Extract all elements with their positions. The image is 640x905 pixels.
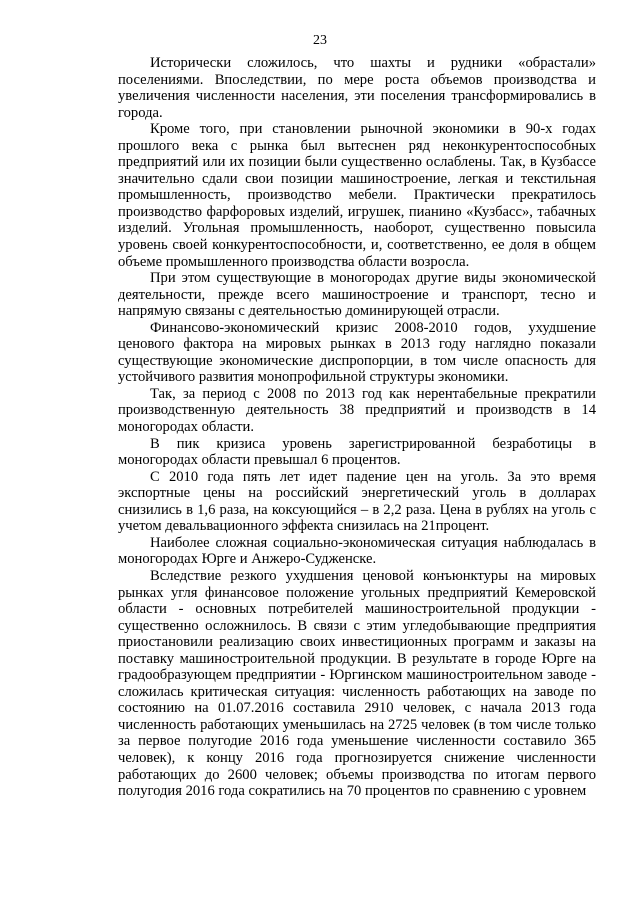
paragraph: С 2010 года пять лет идет падение цен на уголь. За это время экспортные цены на российский энергетический уголь в долларах снизились в 1,6 раза, на коксующийся – в 2,2 раза. Цена в рублях на уголь с учетом девальвационного эффекта снизилась на 21процент. bbox=[118, 468, 596, 535]
paragraph: В пик кризиса уровень зарегистрированной безработицы в моногородах области превышал 6 процентов. bbox=[118, 435, 596, 469]
paragraph: Наиболее сложная социально-экономическая ситуация наблюдалась в моногородах Юрге и Анжеро-Судженске. bbox=[118, 534, 596, 568]
paragraph: Кроме того, при становлении рыночной экономики в 90-х годах прошлого века с рынка был вытеснен ряд неконкурентоспособных предприятий или их позиции были существенно ослаблены. Так, в Кузбассе значительно сдали свои позиции машиностроение, легкая и текстильная промышленность, производство мебели. Практически прекратилось производство фарфоровых изделий, игрушек, пианино «Кузбасс», табачных изделий. Угольная промышленность, наоборот, существенно повысила уровень своей конкурентоспособности, и, соответственно, ее доля в общем объеме промышленного производства области возросла. bbox=[118, 121, 596, 270]
document-body bbox=[118, 55, 596, 800]
paragraph: Так, за период с 2008 по 2013 год как нерентабельные прекратили производственную деятельность 38 предприятий и производств в 14 моногородах области. bbox=[118, 385, 596, 436]
paragraph: Вследствие резкого ухудшения ценовой конъюнктуры на мировых рынках угля финансовое положение угольных предприятий Кемеровской области - основных потребителей машиностроительной продукции - существенно осложнилось. В связи с этим угледобывающие предприятия приостановили реализацию своих инвестиционных программ и заказы на поставку машиностроительной продукции. В результате в городе Юрге на градообразующем предприятии - Юргинском машиностроительном заводе - сложилась критическая ситуация: численность работающих на заводе по состоянию на 01.07.2016 составила 2910 человек, с начала 2013 года численность работающих уменьшилась на 2725 человек (в том числе только за первое полугодие 2016 года уменьшение численности составило 365 человек), к концу 2016 года прогнозируется снижение численности работающих до 2600 человек; объемы производства по итогам первого полугодия 2016 года сократились на 70 процентов по сравнению с уровнем bbox=[118, 567, 596, 800]
paragraph: Финансово-экономический кризис 2008-2010 годов, ухудшение ценового фактора на мировых рынках в 2013 году наглядно показали существующие экономические диспропорции, в том числе опасность для устойчивого развития монопрофильной структуры экономики. bbox=[118, 319, 596, 386]
paragraph: При этом существующие в моногородах другие виды экономической деятельности, прежде всего машиностроение и транспорт, тесно и напрямую связаны с деятельностью доминирующей отрасли. bbox=[118, 270, 596, 320]
paragraph: Исторически сложилось, что шахты и рудники «обрастали» поселениями. Впоследствии, по мере роста объемов производства и увеличения численности населения, эти поселения трансформировались в города. bbox=[118, 55, 596, 121]
page-number: 23 bbox=[313, 33, 327, 48]
